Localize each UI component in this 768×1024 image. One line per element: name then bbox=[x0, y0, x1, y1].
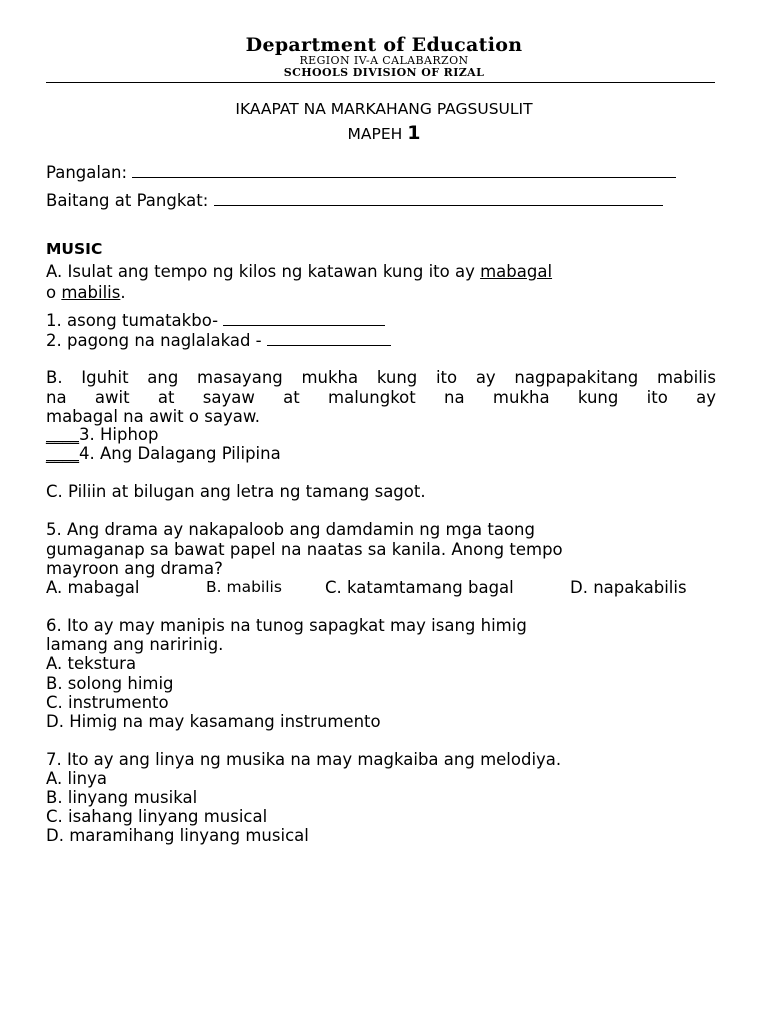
q5-choice-d[interactable]: D. napakabilis bbox=[570, 578, 687, 597]
grade-number: 1 bbox=[407, 122, 421, 144]
item-4 bbox=[46, 444, 281, 463]
q5-choice-c[interactable]: C. katamtamang bagal bbox=[325, 578, 514, 597]
q7-choice-b[interactable]: B. linyang musikal bbox=[46, 788, 198, 807]
q7-choice-a[interactable]: A. linya bbox=[46, 769, 107, 788]
name-blank[interactable] bbox=[132, 163, 676, 178]
answer-blank[interactable]: ____ bbox=[46, 425, 79, 444]
item-1 bbox=[46, 311, 385, 330]
section-field bbox=[46, 191, 663, 210]
item-text: 3. Hiphop bbox=[79, 425, 159, 444]
q6-choice-a[interactable]: A. tekstura bbox=[46, 654, 137, 673]
item-text: pagong na naglalakad - bbox=[67, 331, 262, 350]
item-number: 1. bbox=[46, 311, 62, 330]
option-mabilis: mabilis bbox=[61, 283, 121, 302]
q5-choice-b[interactable]: B. mabilis bbox=[206, 578, 282, 596]
item-number: 2. bbox=[46, 331, 62, 350]
part-a-period: . bbox=[120, 283, 126, 302]
answer-blank[interactable] bbox=[223, 311, 385, 326]
q6-choice-c[interactable]: C. instrumento bbox=[46, 693, 169, 712]
music-heading: MUSIC bbox=[46, 240, 103, 258]
q7-choice-c[interactable]: C. isahang linyang musical bbox=[46, 807, 268, 826]
part-a-instruction-line2 bbox=[46, 283, 126, 302]
part-a-instruction-text: A. Isulat ang tempo ng kilos ng katawan kung ito ay bbox=[46, 262, 475, 281]
item-3 bbox=[46, 425, 158, 444]
part-b-line1: B. Iguhit ang masayang mukha kung ito ay nagpapakitang mabilis bbox=[46, 368, 716, 387]
region-label: REGION IV-A CALABARZON bbox=[299, 54, 469, 67]
q5-choice-a[interactable]: A. mabagal bbox=[46, 578, 140, 597]
part-a-or: o bbox=[46, 283, 57, 302]
q6-choice-b[interactable]: B. solong himig bbox=[46, 674, 174, 693]
part-a-instruction-line1 bbox=[46, 262, 552, 281]
answer-blank[interactable] bbox=[267, 331, 391, 346]
exam-subject bbox=[0, 122, 768, 144]
part-b-instruction bbox=[46, 368, 716, 427]
section-label: Baitang at Pangkat: bbox=[46, 191, 209, 210]
exam-title: IKAAPAT NA MARKAHANG PAGSUSULIT bbox=[235, 100, 533, 118]
q7-choice-d[interactable]: D. maramihang linyang musical bbox=[46, 826, 309, 845]
item-text: asong tumatakbo- bbox=[67, 311, 219, 330]
answer-blank[interactable]: ____ bbox=[46, 444, 79, 463]
department-title: Department of Education bbox=[245, 34, 523, 56]
name-field bbox=[46, 163, 676, 182]
header-divider bbox=[46, 82, 715, 83]
q7-line1: 7. Ito ay ang linya ng musika na may magkaiba ang melodiya. bbox=[46, 750, 562, 769]
option-mabagal: mabagal bbox=[480, 262, 553, 281]
q6-choice-d[interactable]: D. Himig na may kasamang instrumento bbox=[46, 712, 381, 731]
q6-line1: 6. Ito ay may manipis na tunog sapagkat may isang himig bbox=[46, 616, 527, 635]
q5-line1: 5. Ang drama ay nakapaloob ang damdamin ng mga taong bbox=[46, 520, 535, 539]
division-label: SCHOOLS DIVISION OF RIZAL bbox=[283, 66, 485, 79]
q6-line2: lamang ang naririnig. bbox=[46, 635, 224, 654]
part-c-instruction: C. Piliin at bilugan ang letra ng tamang sagot. bbox=[46, 482, 426, 501]
q5-line3: mayroon ang drama? bbox=[46, 559, 223, 578]
item-text: 4. Ang Dalagang Pilipina bbox=[79, 444, 281, 463]
section-blank[interactable] bbox=[214, 191, 663, 206]
part-b-line2: na awit at sayaw at malungkot na mukha kung ito ay bbox=[46, 387, 716, 407]
subject-name: MAPEH bbox=[347, 125, 403, 143]
q5-line2: gumaganap sa bawat papel na naatas sa kanila. Anong tempo bbox=[46, 540, 563, 559]
name-label: Pangalan: bbox=[46, 163, 128, 182]
part-b-line3: mabagal na awit o sayaw. bbox=[46, 407, 261, 426]
item-2 bbox=[46, 331, 391, 350]
